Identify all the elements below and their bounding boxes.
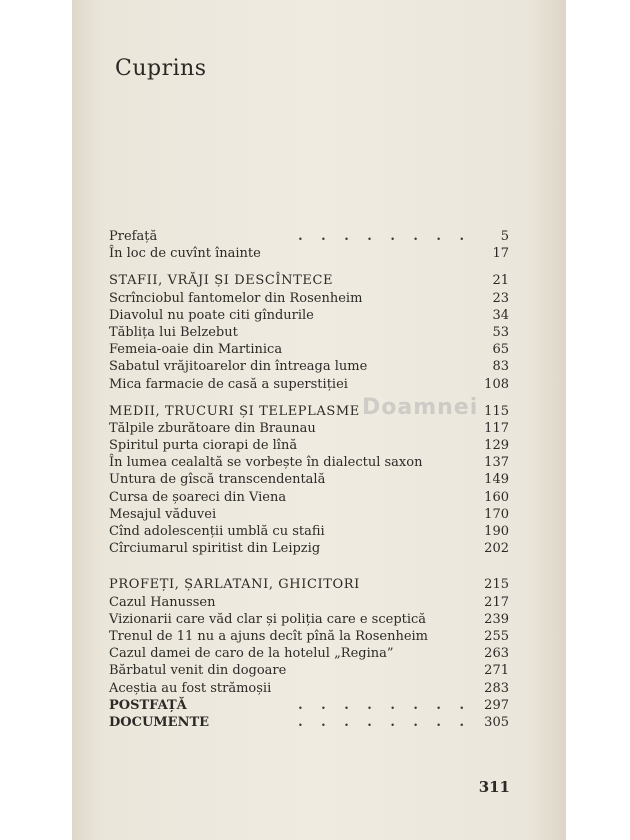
toc-entry-page: 21 <box>492 273 509 289</box>
toc-entry-title: Femeia-oaie din Martinica <box>109 342 283 358</box>
toc-entry-page: 297 <box>484 697 509 713</box>
toc-entry-page: 190 <box>484 524 509 539</box>
toc-entry-page: 215 <box>484 577 509 593</box>
toc-entry-title: Cînd adolescenții umblă cu stafii <box>109 524 325 539</box>
toc-entry-page: 149 <box>484 472 509 488</box>
toc-entry <box>109 420 509 437</box>
toc-entry-page: 239 <box>484 611 509 627</box>
toc-entry-title: Mica farmacie de casă a superstiției <box>109 376 348 392</box>
section-gap <box>109 393 509 403</box>
toc-entry <box>109 697 509 714</box>
toc-entry-page: 129 <box>484 438 509 454</box>
toc-entry-page: 160 <box>484 489 509 505</box>
toc-entry-page: 117 <box>484 420 509 436</box>
toc-entry <box>109 540 509 557</box>
toc-entry-page: 255 <box>484 628 509 644</box>
toc-entry-page: 5 <box>500 229 509 244</box>
toc-entry-page: 305 <box>484 714 509 730</box>
toc-entry-title: DOCUMENTE <box>109 714 210 730</box>
toc-entry <box>109 662 509 679</box>
toc-entry <box>109 645 509 662</box>
toc-leader-dots: . . . . . . . . <box>298 229 471 244</box>
toc-entry-page: 53 <box>492 324 509 340</box>
toc-section-heading <box>109 403 509 420</box>
toc-entry-page: 137 <box>484 455 509 471</box>
toc-entry <box>109 290 509 307</box>
book-page <box>72 0 566 840</box>
toc-entry-title: Mesajul văduvei <box>109 506 217 522</box>
toc-entry-title: Trenul de 11 nu a ajuns decît pînă la Rosenheim <box>109 628 429 644</box>
table-of-contents <box>109 228 509 731</box>
toc-entry-title: Spiritul purta ciorapi de lînă <box>109 438 298 454</box>
page-title: Cuprins <box>115 56 207 81</box>
toc-entry-title: Vizionarii care văd clar și poliția care e sceptică <box>109 611 427 627</box>
toc-entry-title: Cursa de șoareci din Viena <box>109 489 287 505</box>
toc-entry-title: Cazul damei de caro de la hotelul „Regina” <box>109 646 394 662</box>
toc-section-title: MEDII, TRUCURI ȘI TELEPLASME <box>109 403 360 419</box>
toc-entry-title: Aceștia au fost strămoșii <box>109 680 272 696</box>
toc-entry <box>109 714 509 731</box>
toc-entry-page: 263 <box>484 646 509 662</box>
toc-entry-title: Cazul Hanussen <box>109 594 216 610</box>
toc-entry-page: 23 <box>492 290 509 306</box>
toc-entry-title: Tălpile zburătoare din Braunau <box>109 420 316 436</box>
toc-entry-title: Cîrciumarul spiritist din Leipzig <box>109 541 321 557</box>
toc-entry-title: În loc de cuvînt înainte <box>109 246 261 262</box>
toc-entry-page: 17 <box>492 246 509 262</box>
toc-entry-title: Diavolul nu poate citi gîndurile <box>109 307 314 323</box>
toc-entry-page: 34 <box>492 307 509 323</box>
toc-entry-page: 83 <box>492 359 509 375</box>
toc-entry <box>109 324 509 341</box>
toc-entry <box>109 341 509 358</box>
toc-entry-page: 170 <box>484 506 509 522</box>
toc-entry <box>109 245 509 262</box>
toc-entry <box>109 611 509 628</box>
toc-entry-page: 217 <box>484 594 509 610</box>
toc-entry-page: 65 <box>492 342 509 358</box>
toc-entry <box>109 628 509 645</box>
toc-entry <box>109 594 509 611</box>
toc-entry-page: 271 <box>484 663 509 679</box>
section-gap <box>109 557 509 576</box>
toc-entry-title: În lumea cealaltă se vorbește în dialectul saxon <box>109 455 423 471</box>
toc-leader-dots: . . . . . . . . <box>298 714 471 730</box>
toc-entry-title: Sabatul vrăjitoarelor din întreaga lume <box>109 359 368 375</box>
page-number: 311 <box>478 778 510 796</box>
toc-section-heading <box>109 576 509 593</box>
toc-entry-title: Prefață <box>109 229 158 244</box>
toc-entry-title: POSTFAȚĂ <box>109 697 187 713</box>
toc-leader-dots: . . . . . . . . <box>298 697 471 713</box>
section-gap <box>109 262 509 272</box>
toc-entry-page: 202 <box>484 541 509 557</box>
toc-entry <box>109 376 509 393</box>
toc-section-title: PROFEȚI, ȘARLATANI, GHICITORI <box>109 577 360 593</box>
toc-entry-page: 115 <box>484 403 509 419</box>
toc-section-heading <box>109 272 509 289</box>
toc-entry-title: Scrînciobul fantomelor din Rosenheim <box>109 290 363 306</box>
toc-entry-title: Bărbatul venit din dogoare <box>109 663 287 679</box>
toc-entry <box>109 307 509 324</box>
toc-entry <box>109 228 509 245</box>
toc-section-title: STAFII, VRĂJI ȘI DESCÎNTECE <box>109 273 334 289</box>
toc-entry <box>109 506 509 523</box>
toc-entry <box>109 523 509 540</box>
toc-entry <box>109 471 509 488</box>
toc-entry-page: 283 <box>484 680 509 696</box>
toc-entry-title: Tăblița lui Belzebut <box>109 324 238 340</box>
toc-entry-page: 108 <box>484 376 509 392</box>
toc-entry <box>109 489 509 506</box>
toc-entry-title: Untura de gîscă transcendentală <box>109 472 326 488</box>
toc-entry <box>109 680 509 697</box>
watermark: Doamnei <box>362 395 479 420</box>
toc-entry <box>109 454 509 471</box>
toc-entry <box>109 358 509 375</box>
toc-entry <box>109 437 509 454</box>
